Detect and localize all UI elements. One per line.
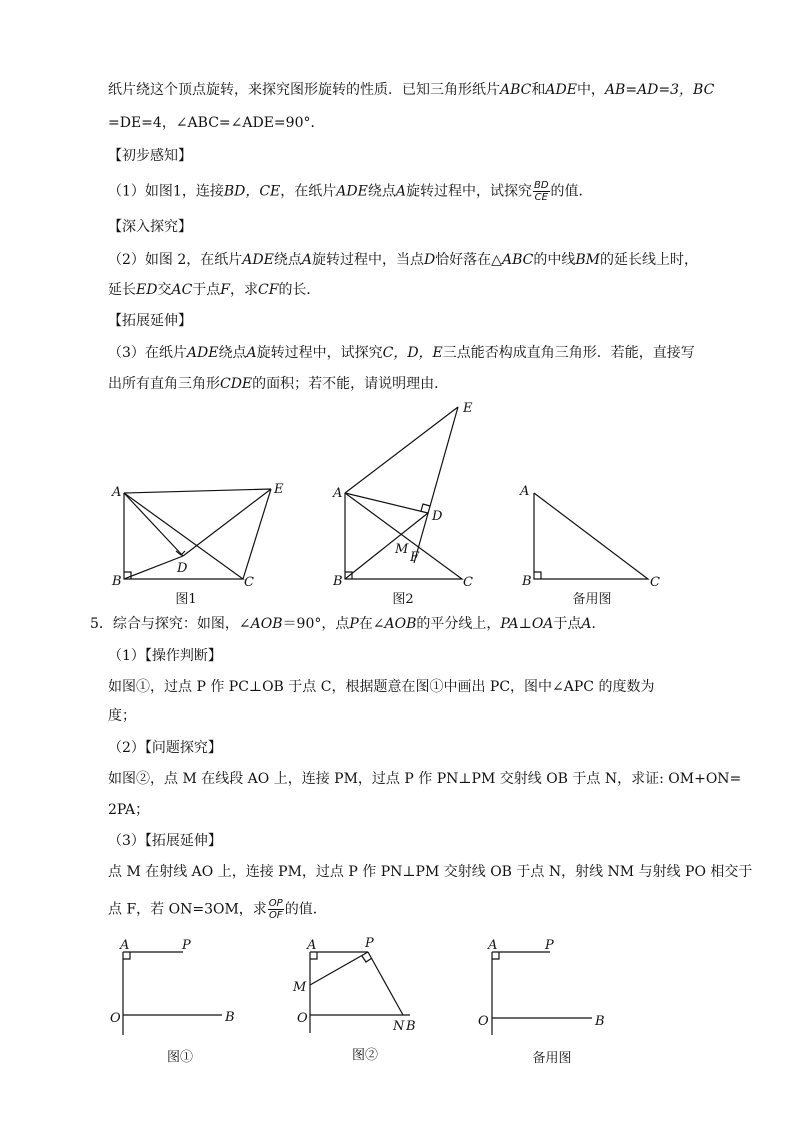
q5-caption-3: 备用图 bbox=[532, 1051, 572, 1066]
label-B: B bbox=[406, 1019, 416, 1034]
q4-part-1: （1）如图1，连接BD，CE，在纸片ADE绕点A旋转过程中，试探究 $\frac{BD}{CE}$ 的值． bbox=[108, 180, 593, 203]
q5-section-3-heading: （3）【拓展延伸】 bbox=[108, 833, 222, 849]
label-M: M bbox=[395, 542, 409, 557]
q4-line-1: 纸片绕这个顶点旋转，来探究图形旋转的性质．已知三角形纸片ABC和ADE中，AB=AD=3，BC bbox=[108, 82, 715, 98]
q5-section-3-line-1: 点 M 在射线 AO 上，连接 PM，过点 P 作 PN⊥PM 交射线 OB 于点 N，射线 NM 与射线 PO 相交于 bbox=[108, 864, 753, 880]
label-B: B bbox=[595, 1014, 605, 1029]
q5-section-2-heading: （2）【问题探究】 bbox=[108, 740, 222, 756]
q5-caption-2: 图② bbox=[351, 1048, 378, 1063]
q4-backup-figure bbox=[515, 478, 665, 590]
q4-figure-2 bbox=[330, 398, 480, 590]
q5-figure-1 bbox=[105, 935, 245, 1045]
q4-heading-2: 【深入探究】 bbox=[108, 219, 192, 235]
q4-caption-1: 图1 bbox=[175, 592, 197, 607]
label-M: M bbox=[293, 980, 307, 995]
label-A: A bbox=[120, 938, 130, 953]
label-A: A bbox=[488, 938, 498, 953]
label-B: B bbox=[112, 574, 122, 589]
label-O: O bbox=[297, 1011, 308, 1026]
q5-caption-1: 图① bbox=[166, 1050, 193, 1065]
label-D: D bbox=[177, 561, 188, 576]
label-A: A bbox=[307, 938, 317, 953]
q4-part-3-line-1: （3）在纸片ADE绕点A旋转过程中，试探究C，D，E三点能否构成直角三角形．若能，直接写 bbox=[108, 345, 695, 361]
label-N: N bbox=[393, 1019, 405, 1034]
q5-section-1-line-2: 度； bbox=[108, 708, 136, 724]
q4-part-2-line-1: （2）如图 2，在纸片ADE绕点A旋转过程中，当点D恰好落在△ABC的中线BM的延长线上时， bbox=[108, 252, 698, 268]
label-O: O bbox=[478, 1014, 489, 1029]
label-C: C bbox=[244, 575, 254, 590]
label-A: A bbox=[333, 486, 343, 501]
q4-heading-3: 【拓展延伸】 bbox=[108, 313, 192, 329]
label-P: P bbox=[182, 938, 191, 953]
fraction-op-of: $\frac{OP}{OF}$ bbox=[268, 898, 283, 921]
q4-heading-1: 【初步感知】 bbox=[108, 148, 192, 164]
label-A: A bbox=[520, 484, 530, 499]
label-F: F bbox=[410, 550, 420, 565]
label-O: O bbox=[110, 1011, 121, 1026]
label-A: A bbox=[112, 485, 122, 500]
q4-line-2: =DE=4，∠ABC=∠ADE=90°． bbox=[108, 115, 325, 131]
q4-part-3-line-2: 出所有直角三角形CDE的面积；若不能，请说明理由． bbox=[108, 376, 449, 392]
q5-section-3-line-2: 点 F，若 ON=3OM，求 $\frac{OP}{OF}$ 的值． bbox=[108, 898, 327, 921]
label-C: C bbox=[463, 575, 473, 590]
q5-section-2-line-1: 如图②，点 M 在线段 AO 上，连接 PM，过点 P 作 PN⊥PM 交射线 OB 于点 N，求证: OM+ON= bbox=[108, 771, 742, 787]
label-P: P bbox=[545, 938, 554, 953]
label-E: E bbox=[274, 482, 284, 497]
q5-section-1-heading: （1）【操作判断】 bbox=[108, 648, 222, 664]
label-D: D bbox=[432, 509, 443, 524]
label-P: P bbox=[365, 936, 374, 951]
q4-part-2-line-2: 延长ED交AC于点F，求CF的长． bbox=[108, 282, 321, 298]
label-B: B bbox=[333, 574, 343, 589]
q5-section-2-line-2: 2PA； bbox=[108, 802, 150, 818]
q5-figure-2 bbox=[290, 935, 430, 1041]
label-C: C bbox=[650, 575, 660, 590]
label-B: B bbox=[225, 1010, 235, 1025]
q4-figure-1 bbox=[105, 475, 295, 590]
fraction-bd-ce: $\frac{BD}{CE}$ bbox=[533, 180, 549, 203]
label-B: B bbox=[522, 574, 532, 589]
label-E: E bbox=[463, 401, 473, 416]
q5-section-1-line-1: 如图①，过点 P 作 PC⊥OB 于点 C，根据题意在图①中画出 PC，图中∠APC 的度数为 bbox=[108, 679, 655, 695]
q5-backup-figure bbox=[475, 935, 615, 1045]
q4-caption-2: 图2 bbox=[392, 592, 414, 607]
q4-caption-3: 备用图 bbox=[572, 592, 612, 607]
q5-intro: 5．综合与探究：如图，∠AOB＝90°，点P在∠AOB的平分线上，PA⊥OA于点A． bbox=[90, 616, 606, 632]
